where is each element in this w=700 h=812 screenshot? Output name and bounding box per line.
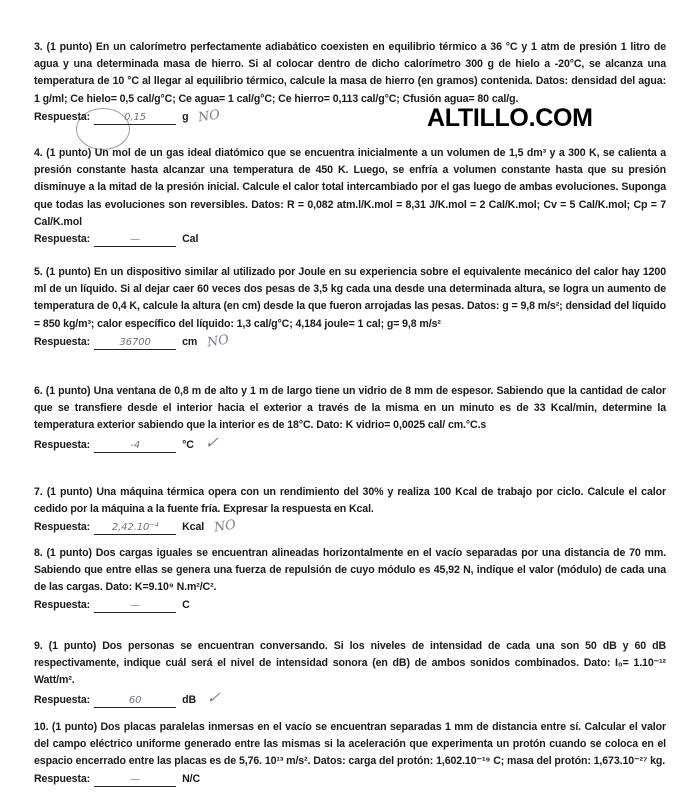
answer-unit: C — [182, 598, 190, 611]
answer-unit: Cal — [182, 233, 199, 246]
question-text: 7. (1 punto) Una máquina térmica opera con un rendimiento del 30% y realiza 100 Kcal de trabajo por ciclo. Calcule el calor cedido por la máquina a la fuente fría. Expresar la respuesta en Kcal. — [34, 486, 666, 516]
answer-label: Respuesta: — [34, 598, 91, 611]
grading-mark: NO — [206, 332, 231, 351]
question-3 — [34, 39, 666, 126]
answer-unit: °C — [182, 438, 194, 451]
answer-field[interactable]: 2,42.10⁻⁴ — [94, 522, 176, 535]
answer-field[interactable]: -4 — [94, 440, 176, 453]
answer-line — [34, 108, 666, 126]
check-mark-icon: ✓ — [202, 434, 223, 452]
answer-unit: cm — [182, 335, 198, 348]
answer-line — [34, 690, 666, 709]
answer-label: Respuesta: — [34, 521, 91, 534]
question-text: 6. (1 punto) Una ventana de 0,8 m de alto y 1 m de largo tiene un vidrio de 8 mm de espesor. Sabiendo que la cantidad de calor que se transfiere desde el interior hacia el exterior a través de la misma en un minuto es de 33 Kcal/min, determine la temperatura exterior sabiendo que la interior es de 18°C. Dato: K vidrio= 0,0025 cal/ cm.°C.s — [34, 385, 666, 432]
question-text: 4. (1 punto) Un mol de un gas ideal diatómico que se encuentra inicialmente a un volumen de 1,5 dm³ y a 300 K, se calienta a presión constante hasta alcanzar una temperatura de 450 K. Luego, se enfría a volumen constante hasta que su presión disminuye a la mitad de la presión inicial. Calcule el calor total intercambiado por el gas luego de ambas evoluciones. Suponga que todas las evoluciones son reversibles. Datos: R = 0,082 atm.l/K.mol = 8,31 J/K.mol = 2 Cal/K.mol; Cv = 5 Cal/K.mol; Cp = 7 Cal/K.mol — [34, 147, 666, 228]
check-mark-icon: ✓ — [204, 689, 225, 707]
answer-line — [34, 333, 666, 351]
question-4 — [34, 145, 666, 248]
question-8 — [34, 545, 666, 614]
answer-field[interactable]: 36700 — [94, 337, 176, 350]
answer-line — [34, 518, 666, 536]
question-text: 10. (1 punto) Dos placas paralelas inmersas en el vacío se encuentran separadas 1 mm de distancia entre sí. Calcular el valor del campo eléctrico uniforme generado entre las mismas si la aceleración que experimenta un protón cuando se coloca en el espacio encerrado entre las placas es de 5,76. 10¹³ m/s². Datos: carga del protón: 1,602.10⁻¹⁹ C; masa del protón: 1,673.10⁻²⁷ kg. — [34, 721, 666, 768]
question-7 — [34, 484, 666, 537]
question-5 — [34, 264, 666, 351]
question-10 — [34, 719, 666, 788]
answer-unit: dB — [182, 693, 197, 706]
answer-unit: N/C — [182, 772, 201, 785]
question-text: 5. (1 punto) En un dispositivo similar al utilizado por Joule en su experiencia sobre el equivalente mecánico del calor hay 1200 ml de un líquido. Si al dejar caer 60 veces dos pesas de 3,5 kg cada una desde una determinada altura, se logra un aumento de temperatura de 0,4 K, calcule la altura (en cm) desde la que fueron arrojadas las pesas. Datos: g = 9,8 m/s²; densidad del líquido = 850 kg/m³; calor específico del líquido: 1,3 cal/g°C; 4,184 joule= 1 cal; g= 9,8 m/s² — [34, 266, 666, 330]
answer-field[interactable]: 0,15 — [94, 112, 176, 125]
answer-label: Respuesta: — [34, 772, 91, 785]
question-9 — [34, 638, 666, 709]
answer-label: Respuesta: — [34, 335, 91, 348]
grading-mark: NO — [213, 517, 237, 536]
watermark-logo: ALTILLO.COM — [427, 104, 593, 132]
answer-line — [34, 231, 666, 248]
answer-label: Respuesta: — [34, 233, 91, 246]
answer-field[interactable]: — — [94, 774, 176, 787]
answer-line — [34, 597, 666, 614]
question-6 — [34, 383, 666, 454]
answer-unit: Kcal — [182, 521, 205, 534]
question-text: 3. (1 punto) En un calorímetro perfectamente adiabático coexisten en equilibrio térmico a 36 °C y 1 atm de presión 1 litro de agua y una determinada masa de hierro. Si al colocar dentro de dicho calorímetro 300 g de hielo a -20°C, se alcanza una temperatura de 10 °C al llegar al equilibrio térmico, calcule la masa de hierro (en gramos) contenida. Datos: densidad del agua: 1 g/ml; Ce hielo= 0,5 cal/g°C; Ce agua= 1 cal/g°C; Ce hierro= 0,113 cal/g°C; Cfusión agua= 80 cal/g. — [34, 41, 666, 105]
answer-label: Respuesta: — [34, 110, 91, 123]
answer-label: Respuesta: — [34, 438, 91, 451]
answer-field[interactable]: 60 — [94, 695, 176, 708]
grading-mark: NO — [197, 107, 222, 126]
answer-field[interactable]: — — [94, 600, 176, 613]
question-text: 8. (1 punto) Dos cargas iguales se encuentran alineadas horizontalmente en el vacío separadas por una distancia de 70 mm. Sabiendo que entre ellas se genera una fuerza de repulsión de cuyo módulo es 45,92 N, indique el valor (módulo) de cada una de las cargas. Dato: K=9.10⁹ N.m²/C². — [34, 547, 666, 594]
answer-unit: g — [182, 110, 189, 123]
answer-line — [34, 435, 666, 454]
answer-field[interactable]: — — [94, 234, 176, 247]
question-text: 9. (1 punto) Dos personas se encuentran conversando. Si los niveles de intensidad de cada una son 50 dB y 60 dB respectivamente, indique cuál será el nivel de intensidad sonora (en dB) de ambos sonidos combinados. Dato: I₀= 1.10⁻¹² Watt/m². — [34, 640, 666, 687]
answer-label: Respuesta: — [34, 693, 91, 706]
answer-line — [34, 771, 666, 788]
